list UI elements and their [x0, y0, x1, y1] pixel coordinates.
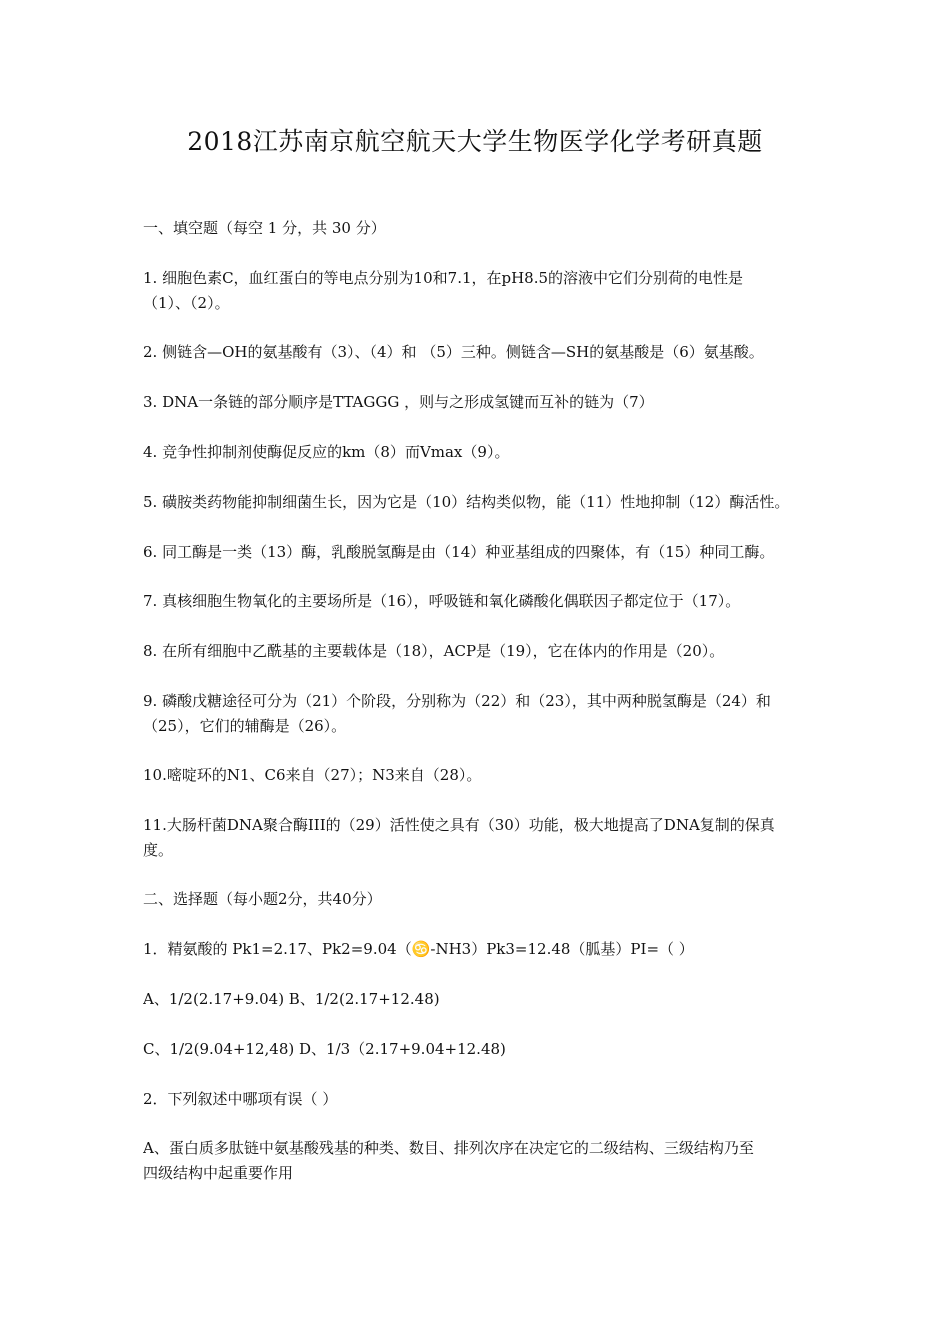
- question-1-1-line-2: （1）、（2）。: [143, 294, 230, 312]
- question-1-11-line-2: 度。: [143, 841, 174, 859]
- question-2-2-option-a-line-2: 四级结构中起重要作用: [143, 1164, 294, 1182]
- question-2-1-options-ab: A、1/2(2.17+9.04) B、1/2(2.17+12.48): [143, 990, 440, 1008]
- question-1-9-line-2: （25），它们的辅酶是（26）。: [143, 717, 347, 735]
- question-1-9-line-1: 9. 磷酸戊糖途径可分为（21）个阶段，分别称为（22）和（23），其中两种脱氢酶是（24）和: [143, 692, 771, 710]
- question-2-1: 1．精氨酸的 Pk1=2.17、Pk2=9.04（♋-NH3）Pk3=12.48（胍基）PI=（ ）: [143, 940, 694, 958]
- question-1-2: 2. 侧链含—OH的氨基酸有（3）、（4）和 （5）三种。侧链含—SH的氨基酸是（6）氨基酸。: [143, 343, 764, 361]
- question-1-11-line-1: 11.大肠杆菌DNA聚合酶III的（29）活性使之具有（30）功能，极大地提高了DNA复制的保真: [143, 816, 775, 834]
- question-2-2: 2．下列叙述中哪项有误（ ）: [143, 1090, 338, 1108]
- question-1-1-line-1: 1. 细胞色素C，血红蛋白的等电点分别为10和7.1，在pH8.5的溶液中它们分别荷的电性是: [143, 269, 744, 287]
- section-1-heading: 一、填空题（每空 1 分，共 30 分）: [143, 219, 386, 237]
- question-1-10: 10.嘧啶环的N1、C6来自（27）；N3来自（28）。: [143, 766, 482, 784]
- section-2-heading: 二、选择题（每小题2分，共40分）: [143, 890, 382, 908]
- question-2-1-options-cd: C、1/2(9.04+12,48) D、1/3（2.17+9.04+12.48): [143, 1040, 506, 1058]
- question-1-3: 3. DNA一条链的部分顺序是TTAGGG ，则与之形成氢键而互补的链为（7）: [143, 393, 654, 411]
- question-2-2-option-a-line-1: A、蛋白质多肽链中氨基酸残基的种类、数目、排列次序在决定它的二级结构、三级结构乃至: [143, 1139, 754, 1157]
- document-title: 2018江苏南京航空航天大学生物医学化学考研真题: [187, 127, 763, 156]
- question-1-8: 8. 在所有细胞中乙酰基的主要载体是（18），ACP是（19），它在体内的作用是（20）。: [143, 642, 725, 660]
- question-1-4: 4. 竞争性抑制剂使酶促反应的km（8）而Vmax（9）。: [143, 443, 510, 461]
- question-1-6: 6. 同工酶是一类（13）酶，乳酸脱氢酶是由（14）种亚基组成的四聚体，有（15）种同工酶。: [143, 543, 775, 561]
- question-1-7: 7. 真核细胞生物氧化的主要场所是（16），呼吸链和氧化磷酸化偶联因子都定位于（17）。: [143, 592, 741, 610]
- question-1-5: 5. 磺胺类药物能抑制细菌生长，因为它是（10）结构类似物，能（11）性地抑制（12）酶活性。: [143, 493, 790, 511]
